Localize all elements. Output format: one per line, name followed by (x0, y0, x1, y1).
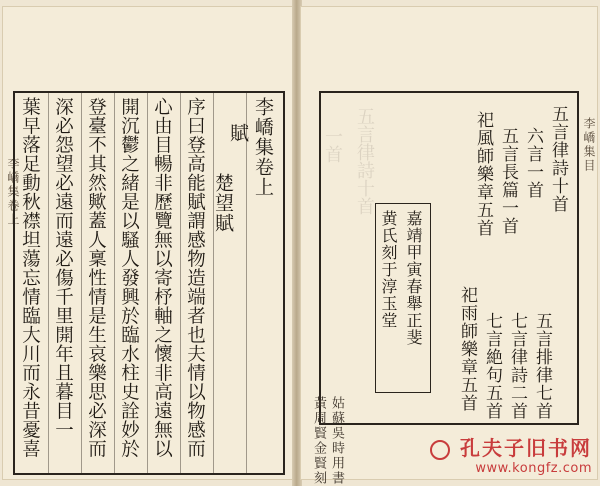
toc-entry-7: 七言絶句五首 (482, 312, 502, 420)
toc-entry-8: 祀雨師樂章五首 (457, 286, 477, 412)
carver-credit-1: 姑蘇吳時用書 (329, 396, 344, 486)
text-column-2: 心由目暢非歷覽無以寄杼軸之懷非高遠無以 (151, 97, 173, 458)
watermark-url: www.kongfz.com (475, 461, 592, 476)
right-margin-label: 李嶠集目 (582, 117, 596, 173)
toc-entry-1: 五言律詩十首 (548, 105, 568, 213)
watermark (460, 432, 592, 476)
text-column-6: 葉早落足動秋襟坦蕩忘情臨大川而永昔憂喜 (19, 97, 41, 458)
toc-entry-6: 七言律詩二首 (507, 312, 527, 420)
toc-entry-5: 五言排律七首 (532, 312, 552, 420)
watermark-text: 孔夫子旧书网 (460, 436, 592, 460)
volume-title: 李嶠集卷上 (252, 97, 274, 197)
toc-entry-2: 六言一首 (523, 127, 543, 199)
colophon-box (375, 203, 431, 393)
right-page: 李嶠集目 五言律詩十首 一首 五言律詩十首 六言一首 五言長篇一首 祀風師樂章五首 嘉靖甲寅春舉正斐 黄氏刻于淳玉堂 (300, 6, 598, 480)
piece-title: 楚望賦 (212, 173, 234, 233)
left-page (2, 6, 296, 480)
toc-entry-3: 五言長篇一首 (498, 127, 518, 235)
text-column-3: 開沉鬱之緒是以騷人發興於臨水柱史詮妙於 (118, 97, 140, 458)
watermark-logo-icon (430, 440, 450, 460)
left-margin-label: 李嶠集卷上 (6, 157, 20, 227)
colophon-line-2: 黄氏刻于淳玉堂 (379, 210, 398, 329)
carver-credit-2: 黃周賢金賢刻 (311, 396, 326, 486)
text-column-1: 序曰登高能賦謂感物造端者也夫情以物感而 (184, 97, 206, 458)
text-column-4: 登臺不其然歟蓋人稟性情是生哀樂思必深而 (85, 97, 107, 458)
text-column-5: 深必怨望必遠而遠必傷千里開年且暮目一 (52, 97, 74, 439)
toc-entry-4: 祀風師樂章五首 (473, 111, 493, 237)
colophon-line-1: 嘉靖甲寅春舉正斐 (404, 210, 423, 346)
section-label: 賦 (227, 123, 249, 143)
left-text-frame (13, 91, 285, 475)
